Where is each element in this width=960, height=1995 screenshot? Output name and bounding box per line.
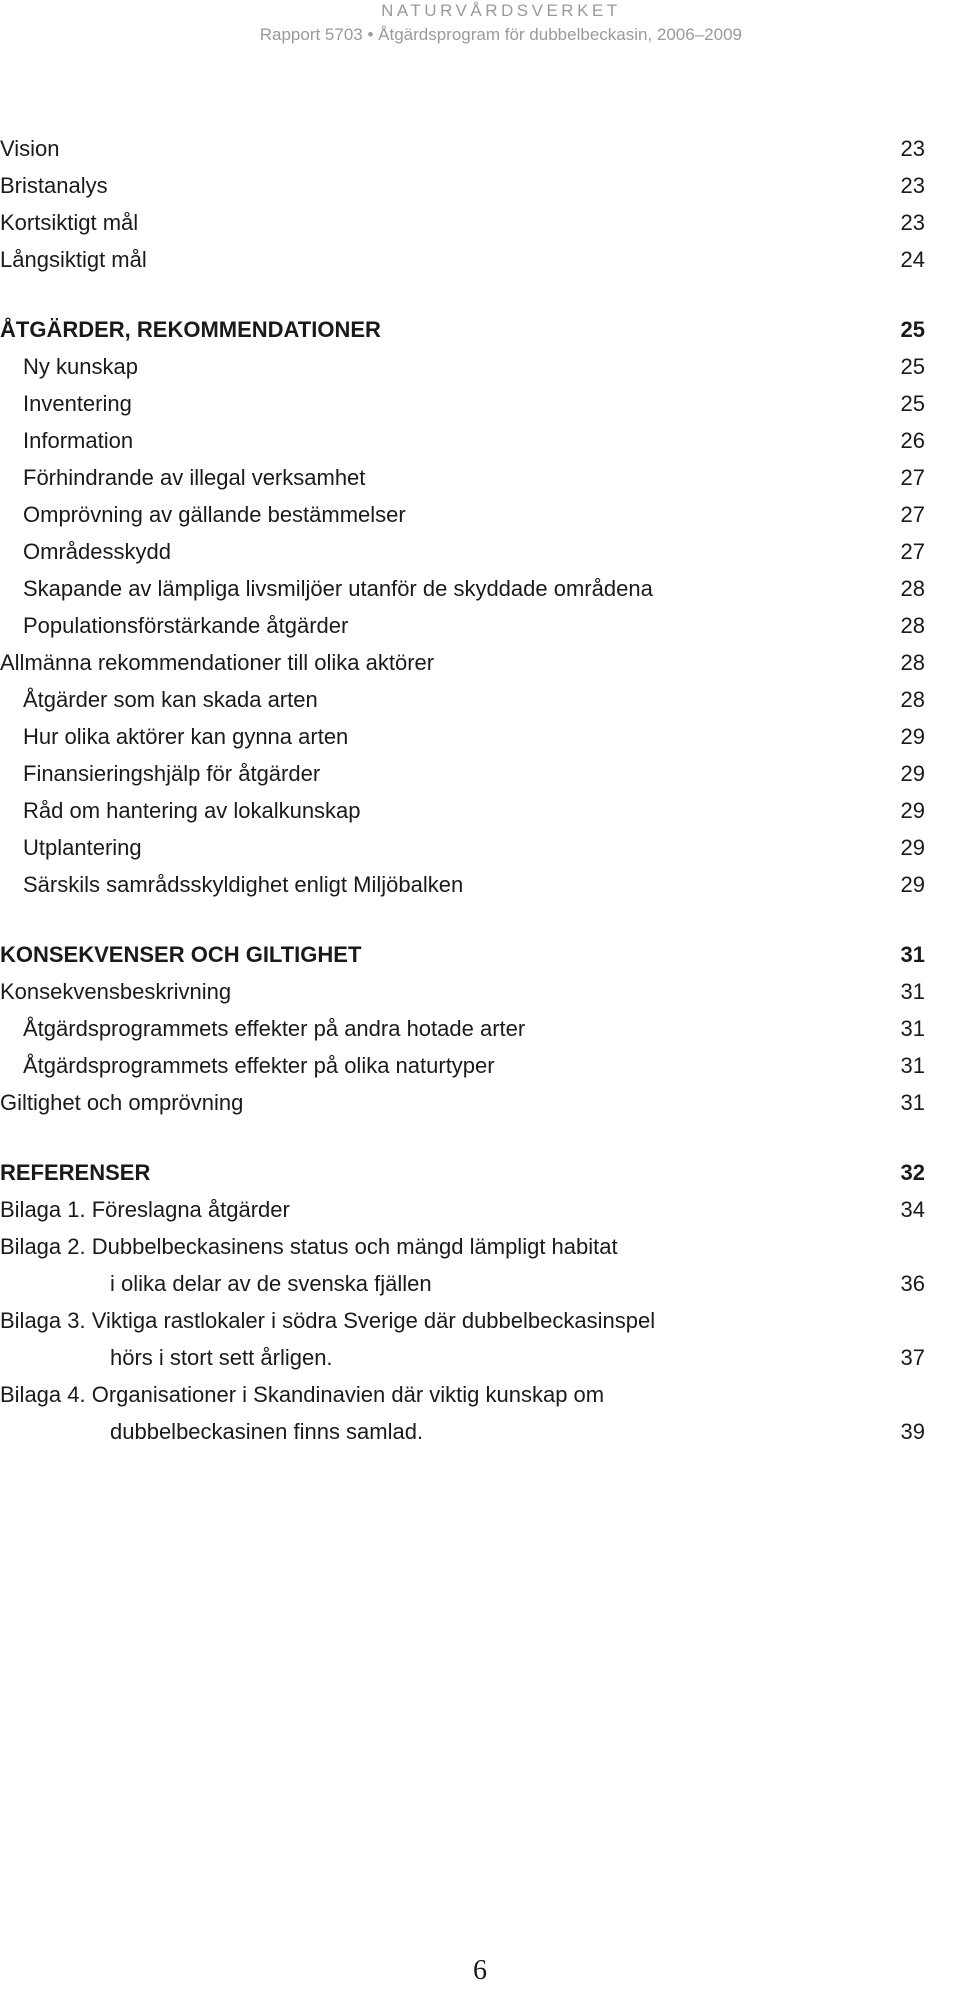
toc-entry-title: Populationsförstärkande åtgärder	[23, 613, 349, 638]
toc-entry-title: Åtgärdsprogrammets effekter på olika naturtyper	[23, 1053, 495, 1078]
toc-entry-title: Vision	[0, 136, 60, 161]
toc-entry-title: Ny kunskap	[23, 354, 138, 379]
toc-entry-title: Allmänna rekommendationer till olika aktörer	[0, 650, 435, 675]
toc-entry-title: Bilaga 4. Organisationer i Skandinavien där viktig kunskap om	[0, 1382, 605, 1407]
toc-entry[interactable]	[0, 1302, 925, 1339]
toc-entry[interactable]	[0, 1010, 925, 1047]
toc-entry-page: 36	[900, 1271, 925, 1296]
toc-entry-title: Åtgärdsprogrammets effekter på andra hotade arter	[23, 1016, 526, 1041]
toc-entry-page: 32	[900, 1160, 925, 1185]
toc-entry-title: ÅTGÄRDER, REKOMMENDATIONER	[0, 317, 381, 342]
toc-entry-title: Långsiktigt mål	[0, 247, 147, 272]
toc-entry-title: Bilaga 3. Viktiga rastlokaler i södra Sverige där dubbelbeckasinspel	[0, 1308, 656, 1333]
toc-entry[interactable]	[0, 167, 925, 204]
toc-entry-title: Giltighet och omprövning	[0, 1090, 244, 1115]
toc-entry-continuation[interactable]	[0, 1339, 925, 1376]
toc-entry-title: Områdesskydd	[23, 539, 171, 564]
toc-entry-title: dubbelbeckasinen finns samlad.	[110, 1419, 424, 1444]
running-header	[260, 0, 742, 47]
toc-entry[interactable]	[0, 1376, 925, 1413]
toc-entry[interactable]	[0, 570, 925, 607]
toc-entry-page: 25	[900, 391, 925, 416]
toc-entry-title: Utplantering	[23, 835, 142, 860]
toc-entry-page: 37	[900, 1345, 925, 1370]
toc-section-heading[interactable]	[0, 311, 925, 348]
toc-entry-title: Särskils samrådsskyldighet enligt Miljöbalken	[23, 872, 464, 897]
toc-entry-title: Åtgärder som kan skada arten	[23, 687, 318, 712]
toc-entry-title: Finansieringshjälp för åtgärder	[23, 761, 321, 786]
toc-entry-title: Bristanalys	[0, 173, 108, 198]
toc-entry[interactable]	[0, 681, 925, 718]
toc-entry-continuation[interactable]	[0, 1413, 925, 1450]
toc-entry[interactable]	[0, 459, 925, 496]
table-of-contents	[0, 130, 925, 1450]
toc-entry[interactable]	[0, 1047, 925, 1084]
toc-entry-title: Råd om hantering av lokalkunskap	[23, 798, 361, 823]
toc-entry[interactable]	[0, 385, 925, 422]
toc-entry-title: Konsekvensbeskrivning	[0, 979, 232, 1004]
toc-entry-title: Inventering	[23, 391, 132, 416]
toc-entry[interactable]	[0, 829, 925, 866]
toc-section-heading[interactable]	[0, 1154, 925, 1191]
toc-entry-page: 28	[900, 650, 925, 675]
toc-entry-page: 28	[900, 687, 925, 712]
toc-entry-title: REFERENSER	[0, 1160, 151, 1185]
toc-entry[interactable]	[0, 1084, 925, 1121]
toc-entry-page: 31	[900, 979, 925, 1004]
toc-entry-title: Skapande av lämpliga livsmiljöer utanför de skyddade områdena	[23, 576, 653, 601]
toc-entry-title: Hur olika aktörer kan gynna arten	[23, 724, 349, 749]
toc-entry[interactable]	[0, 130, 925, 167]
toc-entry[interactable]	[0, 607, 925, 644]
toc-entry-title: hörs i stort sett årligen.	[110, 1345, 333, 1370]
organization-name: NATURVÅRDSVERKET	[381, 1, 621, 20]
toc-entry-page: 29	[900, 761, 925, 786]
toc-entry-page: 23	[900, 173, 925, 198]
toc-entry-continuation[interactable]	[0, 1265, 925, 1302]
toc-entry[interactable]	[0, 866, 925, 903]
toc-entry-page: 25	[900, 354, 925, 379]
toc-entry-page: 28	[900, 576, 925, 601]
toc-entry-page: 23	[900, 210, 925, 235]
toc-entry-page: 29	[900, 872, 925, 897]
toc-entry-page: 28	[900, 613, 925, 638]
report-title: Rapport 5703 • Åtgärdsprogram för dubbelbeckasin, 2006–2009	[259, 25, 742, 44]
toc-entry-page: 27	[900, 465, 925, 490]
toc-entry-title: Information	[23, 428, 134, 453]
toc-entry[interactable]	[0, 241, 925, 278]
toc-entry[interactable]	[0, 792, 925, 829]
toc-entry[interactable]	[0, 422, 925, 459]
toc-entry[interactable]	[0, 204, 925, 241]
toc-entry[interactable]	[0, 644, 925, 681]
toc-entry-page: 29	[900, 724, 925, 749]
toc-entry-page: 27	[900, 539, 925, 564]
toc-entry[interactable]	[0, 755, 925, 792]
toc-entry[interactable]	[0, 1191, 925, 1228]
toc-entry[interactable]	[0, 348, 925, 385]
toc-section-heading[interactable]	[0, 936, 925, 973]
toc-entry-title: KONSEKVENSER OCH GILTIGHET	[0, 942, 362, 967]
toc-entry-page: 31	[900, 1090, 925, 1115]
toc-entry-title: i olika delar av de svenska fjällen	[110, 1271, 432, 1296]
toc-entry-page: 26	[900, 428, 925, 453]
toc-entry-page: 34	[900, 1197, 925, 1222]
toc-entry-title: Bilaga 2. Dubbelbeckasinens status och mängd lämpligt habitat	[0, 1234, 618, 1259]
toc-entry-title: Förhindrande av illegal verksamhet	[23, 465, 366, 490]
toc-entry[interactable]	[0, 496, 925, 533]
toc-entry-title: Bilaga 1. Föreslagna åtgärder	[0, 1197, 290, 1222]
toc-entry-page: 31	[900, 1016, 925, 1041]
toc-entry[interactable]	[0, 1228, 925, 1265]
toc-entry-page: 31	[900, 1053, 925, 1078]
toc-entry-page: 29	[900, 835, 925, 860]
toc-entry-page: 39	[900, 1419, 925, 1444]
toc-entry-title: Omprövning av gällande bestämmelser	[23, 502, 406, 527]
toc-entry[interactable]	[0, 973, 925, 1010]
toc-entry-page: 23	[900, 136, 925, 161]
toc-entry-page: 29	[900, 798, 925, 823]
toc-entry[interactable]	[0, 533, 925, 570]
page-number: 6	[473, 1955, 487, 1986]
toc-entry-page: 24	[900, 247, 925, 272]
toc-entry-title: Kortsiktigt mål	[0, 210, 139, 235]
toc-entry-page: 25	[900, 317, 925, 342]
toc-entry-page: 31	[900, 942, 925, 967]
toc-entry[interactable]	[0, 718, 925, 755]
toc-entry-page: 27	[900, 502, 925, 527]
